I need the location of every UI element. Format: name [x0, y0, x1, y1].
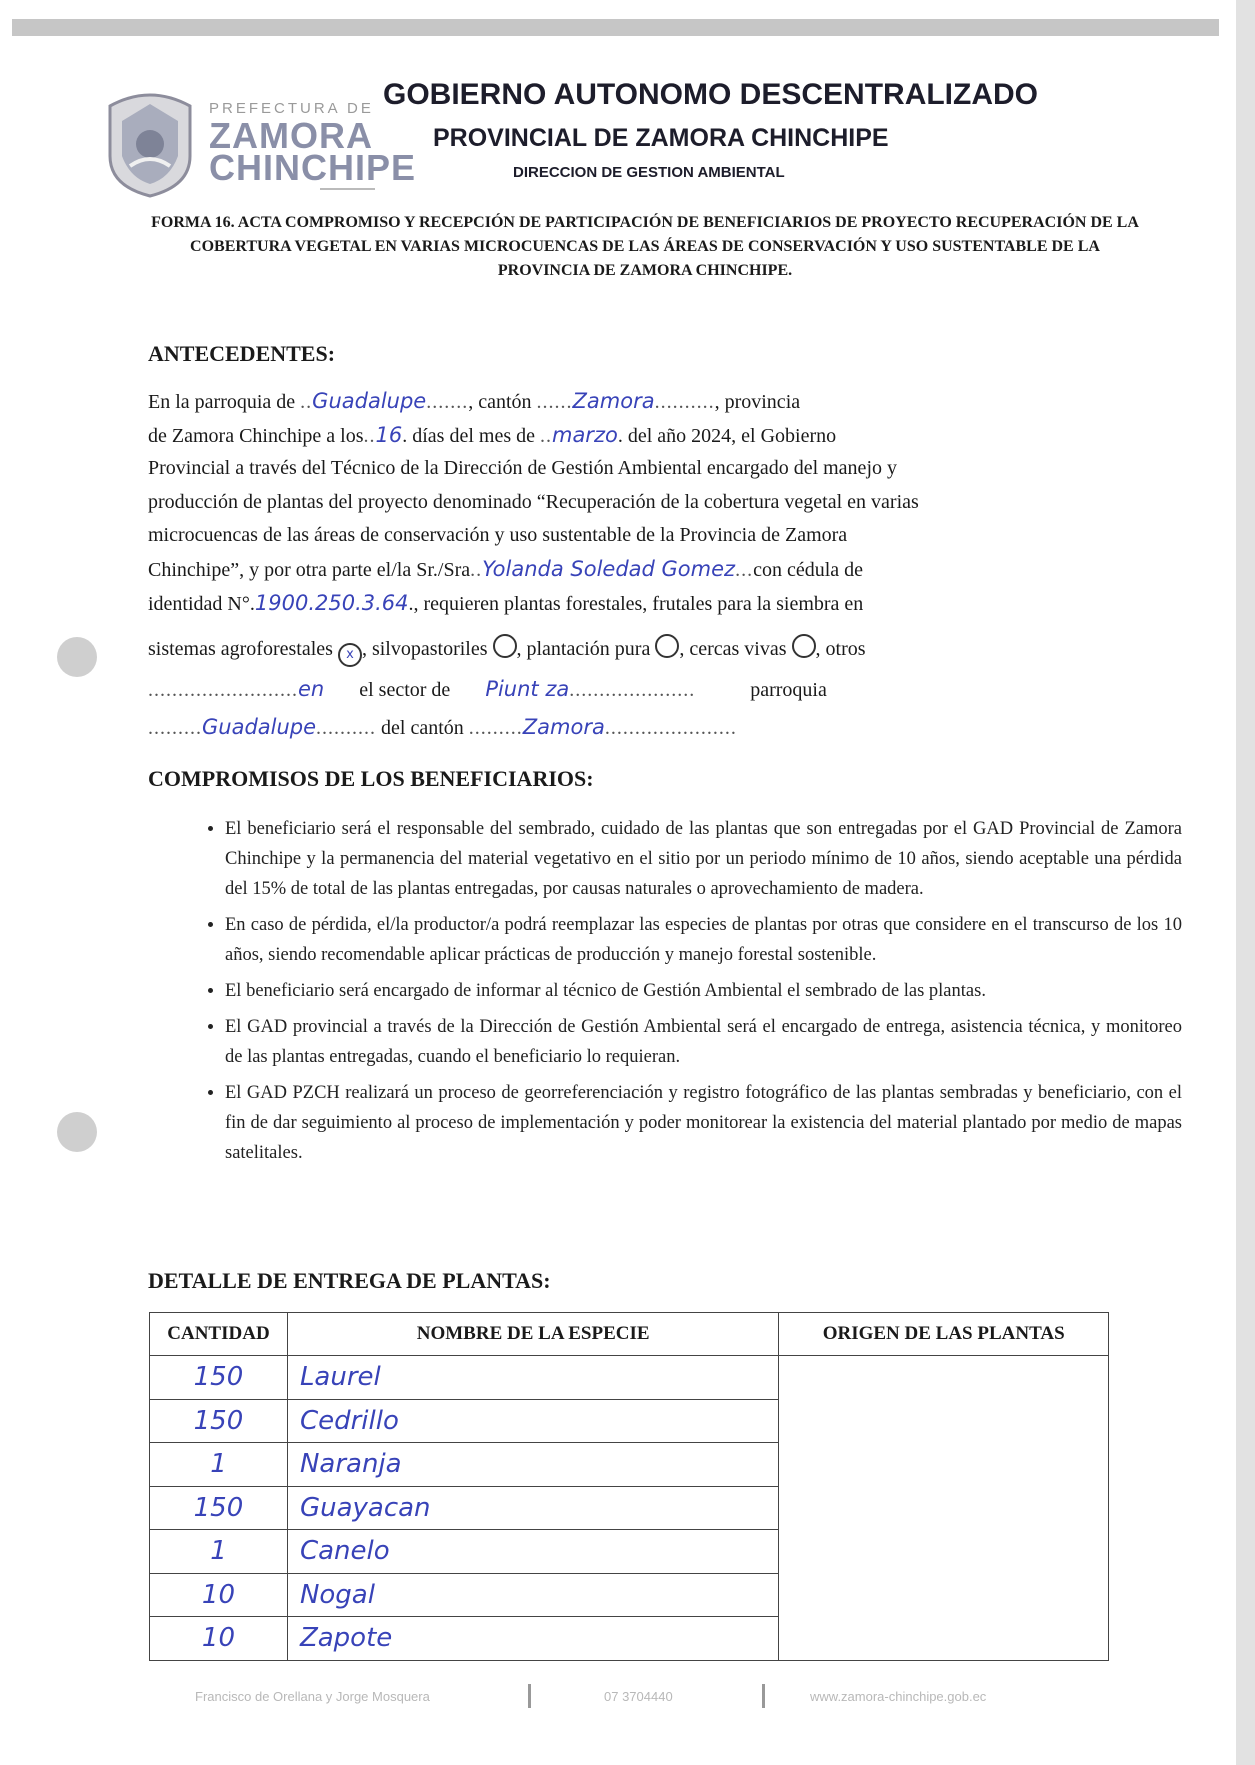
text-el-sector-de: el sector de — [359, 679, 451, 701]
logo-prefix-text: PREFECTURA DE — [209, 100, 374, 117]
handwritten-month: marzo — [551, 422, 618, 447]
cell-cantidad: 1 — [150, 1530, 288, 1574]
cell-origen — [779, 1356, 1109, 1661]
logo-chinchipe-text: CHINCHIPE — [209, 147, 417, 188]
text-identidad: identidad N°. — [148, 592, 255, 615]
list-item: • El beneficiario será encargado de informar al técnico de Gestión Ambiental el sembrado de las plantas. — [225, 976, 1182, 1006]
handwritten-beneficiary-name: Yolanda Soledad Gomez — [482, 556, 736, 581]
cell-especie: Cedrillo — [287, 1399, 778, 1443]
handwritten-sector: Piunt za — [485, 677, 570, 701]
plants-table — [149, 1312, 1109, 1661]
cell-cantidad: 150 — [150, 1486, 288, 1530]
text-plantacion-pura: , plantación pura — [516, 638, 651, 660]
sistemas-line — [148, 633, 1121, 667]
handwritten-parroquia-2: Guadalupe — [202, 715, 317, 739]
text-chinchipe-sr: Chinchipe”, y por otra parte el/la Sr./Sra — [148, 558, 471, 581]
para-line-3: Provincial a través del Técnico de la Dirección de Gestión Ambiental encargado del manejo y — [148, 457, 897, 480]
table-row — [150, 1356, 1109, 1400]
punch-hole-top — [57, 637, 97, 677]
text-cedula: con cédula de — [753, 558, 864, 581]
cell-especie: Guayacan — [287, 1486, 778, 1530]
footer-address: Francisco de Orellana y Jorge Mosquera — [195, 1689, 430, 1704]
text-canton: , cantón — [468, 391, 532, 413]
cell-cantidad: 10 — [150, 1617, 288, 1661]
text-zamora-chinchipe: de Zamora Chinchipe a los — [148, 424, 364, 447]
handwritten-canton: Zamora — [572, 389, 655, 413]
punch-hole-bottom — [57, 1112, 97, 1152]
col-especie: NOMBRE DE LA ESPECIE — [287, 1313, 778, 1356]
prefecture-shield-logo — [100, 86, 200, 198]
col-cantidad: CANTIDAD — [150, 1313, 288, 1356]
form-title: FORMA 16. ACTA COMPROMISO Y RECEPCIÓN DE PARTICIPACIÓN DE BENEFICIARIOS DE PROYECTO RECUPERACIÓN DE LA COBERTURA VEGETAL EN VARIAS MICROCUENCAS DE LAS ÁREAS DE CONSERVACIÓN Y USO SUSTENTABLE DE LA PROVINCIA DE ZAMORA CHINCHIPE. — [151, 214, 1139, 279]
text-cercas-vivas: , cercas vivas — [679, 638, 787, 660]
para-line-1: En la parroquia de ..Guadalupe......., cantón ......Zamora.........., provincia — [148, 389, 801, 413]
org-title-line1: GOBIERNO AUTONOMO DESCENTRALIZADO — [383, 78, 1039, 111]
handwritten-en: en — [298, 677, 325, 701]
text-otros: , otros — [815, 638, 866, 660]
handwritten-day: 16 — [375, 422, 403, 447]
cell-especie: Canelo — [287, 1530, 778, 1574]
footer-website: www.zamora-chinchipe.gob.ec — [810, 1689, 987, 1704]
logo-zamora-text: ZAMORA — [209, 115, 373, 156]
footer-separator — [762, 1684, 765, 1708]
checkbox-silvopastoriles[interactable] — [493, 634, 517, 658]
checkbox-plantacion-pura[interactable] — [655, 634, 679, 658]
list-item: • El GAD provincial a través de la Dirección de Gestión Ambiental será el encargado de entrega, asistencia técnica, y monitoreo de las plantas entregadas, cuando el beneficiario lo requieran. — [225, 1012, 1182, 1072]
cell-cantidad: 150 — [150, 1399, 288, 1443]
antecedentes-heading: ANTECEDENTES: — [148, 341, 336, 366]
cell-especie: Laurel — [287, 1356, 778, 1400]
scan-right-edge — [1236, 0, 1255, 1765]
para-line-6: Chinchipe”, y por otra parte el/la Sr./Sra..Yolanda Soledad Gomez...con cédula de — [148, 556, 864, 581]
org-title-line2: PROVINCIAL DE ZAMORA CHINCHIPE — [433, 124, 889, 152]
handwritten-canton-2: Zamora — [522, 715, 605, 739]
checkbox-agroforestales[interactable]: x — [338, 643, 362, 667]
text-anio: . del año 2024, el Gobierno — [617, 424, 837, 447]
para-line-7 — [148, 587, 1121, 621]
checkbox-cercas-vivas[interactable] — [792, 634, 816, 658]
list-item: • El GAD PZCH realizará un proceso de georreferenciación y registro fotográfico de las plantas sembradas y beneficiario, con el fin de dar seguimiento al proceso de implementación y poder monitorear la existencia del material plantado por medio de mapas satelitales. — [225, 1078, 1182, 1168]
list-item: • El beneficiario será el responsable del sembrado, cuidado de las plantas que son entregadas por el GAD Provincial de Zamora Chinchipe y la permanencia del material vegetativo en el sitio por un periodo mínimo de 10 años, siendo aceptable una pérdida del 15% de total de las plantas entregadas, por causas naturales o aprovechamiento de madera. — [225, 814, 1182, 904]
cell-especie: Naranja — [287, 1443, 778, 1487]
canton-line: .........Guadalupe.......... del cantón .........Zamora...................... — [148, 715, 737, 739]
text-requieren: ., requieren plantas forestales, frutales para la siembra en — [408, 592, 864, 615]
footer-separator — [528, 1684, 531, 1708]
cell-cantidad: 150 — [150, 1356, 288, 1400]
text-provincia: , provincia — [714, 391, 801, 413]
list-item: • En caso de pérdida, el/la productor/a podrá reemplazar las especies de plantas por otras que considere en el transcurso de los 10 años, siendo recomendable aplicar prácticas de producción y manejo forestal sostenible. — [225, 910, 1182, 970]
cell-cantidad: 10 — [150, 1573, 288, 1617]
cell-especie: Nogal — [287, 1573, 778, 1617]
para-line-5: microcuencas de las áreas de conservación y uso sustentable de la Provincia de Zamora — [148, 524, 848, 547]
text-dias-mes: . días del mes de — [402, 424, 535, 447]
footer-phone: 07 3704440 — [604, 1689, 673, 1704]
cell-cantidad: 1 — [150, 1443, 288, 1487]
table-header-row — [150, 1313, 1109, 1356]
text-del-canton: del cantón — [381, 717, 464, 739]
compromisos-heading: COMPROMISOS DE LOS BENEFICIARIOS: — [148, 766, 594, 791]
text-parroquia-2: parroquia — [750, 679, 827, 701]
cell-especie: Zapote — [287, 1617, 778, 1661]
org-department: DIRECCION DE GESTION AMBIENTAL — [513, 164, 785, 181]
text-sistemas: sistemas agroforestales — [148, 638, 333, 660]
scan-top-bar — [12, 19, 1219, 36]
text-silvopastoriles: , silvopastoriles — [361, 638, 488, 660]
sector-line: .........................en el sector de Piunt za..................... parroquia — [148, 677, 827, 701]
text-parroquia: En la parroquia de — [148, 391, 296, 413]
para-line-4: producción de plantas del proyecto denominado “Recuperación de la cobertura vegetal en varias — [148, 490, 919, 513]
handwritten-parroquia: Guadalupe — [312, 389, 427, 413]
col-origen: ORIGEN DE LAS PLANTAS — [779, 1313, 1109, 1356]
logo-divider — [320, 188, 375, 190]
para-line-2: de Zamora Chinchipe a los..16. días del mes de ..marzo. del año 2024, el Gobierno — [148, 422, 837, 447]
detalle-heading: DETALLE DE ENTREGA DE PLANTAS: — [148, 1268, 551, 1293]
handwritten-id-number: 1900.250.3.64 — [254, 590, 409, 615]
antecedentes-paragraph — [148, 385, 1121, 620]
compromisos-list — [165, 814, 1182, 1174]
